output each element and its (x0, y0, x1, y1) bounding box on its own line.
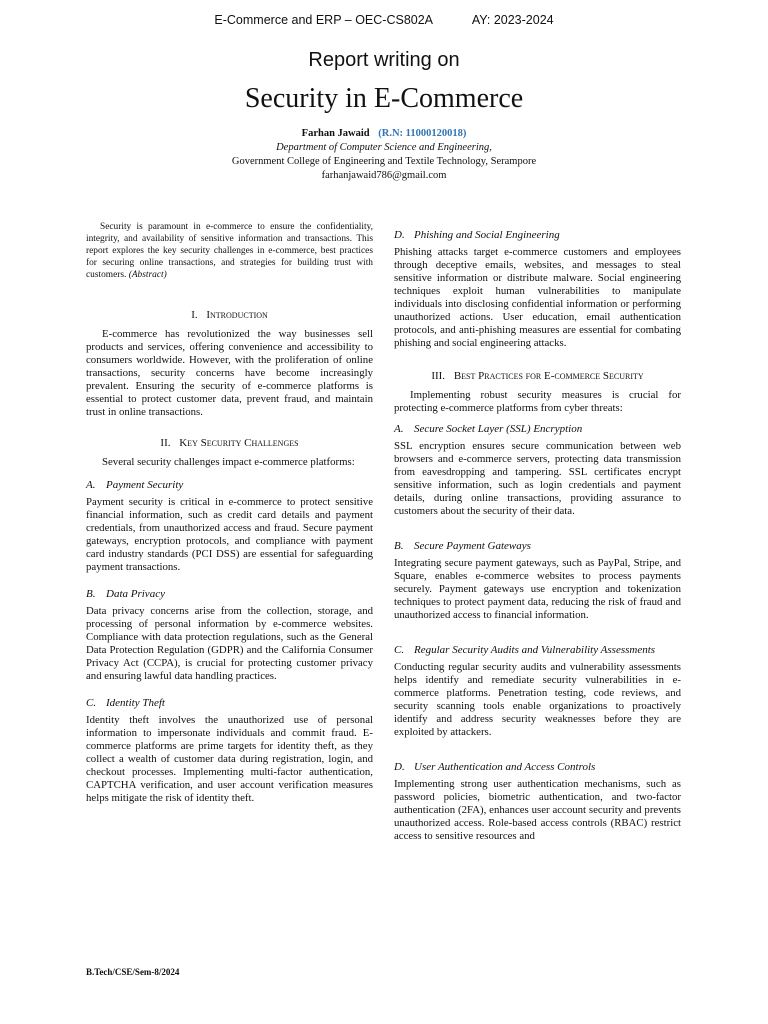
ssl-text: SSL encryption ensures secure communication between web browsers and e-commerce servers, protecting data transmission from eavesdropping and tampering. SSL certificates encrypt sensitive information, such as login credentials and payment details, during online transactions, providing assurance to customers about the security of their data. (394, 440, 681, 517)
college: Government College of Engineering and Textile Technology, Serampore (231, 156, 537, 167)
subsection-heading-data-privacy (86, 588, 373, 601)
section-heading-introduction (86, 309, 373, 322)
author-email: farhanjawaid786@gmail.com (321, 170, 447, 181)
abstract-text: Security is paramount in e-commerce to ensure the confidentiality, integrity, and availability of sensitive information and transactions. This report explores the key security challenges in e-commerce, best practices for securing online transactions, and strategies for building trust with customers. (86, 222, 373, 280)
subsection-heading-phishing (394, 229, 681, 242)
payment-gateways-text: Integrating secure payment gateways, such as PayPal, Stripe, and Square, enables e-commerce websites to process payments securely. Payment gateways use encryption and tokenization techniques to protect payment data, reducing the risk of fraud and unauthorized access to financial information. (394, 557, 681, 621)
subsection-label: D. (394, 761, 405, 773)
subsection-title: Phishing and Social Engineering (414, 229, 560, 241)
subsection-label: B. (86, 588, 96, 600)
section-number: I. (191, 309, 198, 321)
subsection-label: B. (394, 540, 404, 552)
subsection-heading-payment-security (86, 479, 373, 492)
subsection-heading-authentication (394, 761, 681, 774)
section-heading-best-practices (394, 370, 681, 383)
author-block (0, 127, 768, 183)
subsection-label: C. (394, 644, 405, 656)
subsection-heading-ssl (394, 423, 681, 436)
subsection-title: Regular Security Audits and Vulnerability Assessments (414, 644, 656, 656)
subsection-title: Data Privacy (106, 588, 165, 600)
subsection-heading-payment-gateways (394, 540, 681, 553)
running-header (0, 13, 768, 27)
abstract (86, 221, 373, 281)
subsection-label: A. (394, 423, 404, 435)
practices-intro: Implementing robust security measures is crucial for protecting e-commerce platforms from cyber threats: (394, 389, 681, 414)
introduction-text: E-commerce has revolutionized the way businesses sell products and services, offering convenience and accessibility to consumers worldwide. However, with the proliferation of online transactions, security concerns have become increasingly prevalent. Ensuring the security of e-commerce platforms is essential to protect customer data, prevent fraud, and maintain trust in online transactions. (86, 328, 373, 418)
section-number: II. (160, 437, 171, 449)
section-title: Best Practices for E-commerce Security (453, 370, 644, 382)
subsection-label: A. (86, 479, 96, 491)
subsection-title: Secure Payment Gateways (414, 540, 531, 552)
data-privacy-text: Data privacy concerns arise from the collection, storage, and processing of personal information by e-commerce websites. Compliance with data protection regulations, such as the General Data Protection Regulation (GDPR) and the California Consumer Privacy Act (CCPA), is crucial for protecting customer privacy and ensuring lawful data handling practices. (86, 605, 373, 682)
subsection-label: C. (86, 697, 97, 709)
paper-title: Security in E-Commerce (244, 83, 524, 114)
authentication-text: Implementing strong user authentication mechanisms, such as password policies, biometric authentication, and two-factor authentication (2FA), enhances user account security and prevents unauthorized access. Role-based access controls (RBAC) restrict access to sensitive resources and (394, 778, 681, 842)
department: Department of Computer Science and Engineering, (276, 142, 492, 153)
section-title: Introduction (206, 309, 268, 321)
subsection-heading-identity-theft (86, 697, 373, 710)
page-footer: B.Tech/CSE/Sem-8/2024 (86, 967, 180, 977)
security-audits-text: Conducting regular security audits and vulnerability assessments helps identify and remediate security vulnerabilities in e-commerce platforms. Penetration testing, code reviews, and security scanning tools enable organizations to proactively identify and address security weaknesses before they are exploited by attackers. (394, 661, 681, 738)
left-column (86, 221, 373, 805)
course-label: E-Commerce and ERP – OEC-CS802A (214, 13, 433, 27)
subsection-title: Secure Socket Layer (SSL) Encryption (414, 423, 583, 435)
subsection-title: Identity Theft (106, 697, 165, 709)
abstract-tag: (Abstract) (128, 270, 167, 280)
roll-number: (R.N: 11000120018) (378, 128, 467, 139)
section-heading-challenges (86, 437, 373, 450)
subsection-heading-security-audits (394, 644, 681, 657)
academic-year: AY: 2023-2024 (471, 13, 554, 27)
author-name: Farhan Jawaid (301, 128, 370, 139)
subsection-label: D. (394, 229, 405, 241)
identity-theft-text: Identity theft involves the unauthorized use of personal information to impersonate individuals and commit fraud. E-commerce platforms are prime targets for identity theft, as they collect a wealth of customer data during registration, login, and checkout processes. Implementing multi-factor authentication, CAPTCHA verification, and user account verification measures helps mitigate the risk of identity theft. (86, 714, 373, 804)
payment-security-text: Payment security is critical in e-commerce to protect sensitive financial information, such as credit card details and payment credentials, from unauthorized access and fraud. Secure payment gateways, encryption protocols, and compliance with payment card industry standards (PCI DSS) are essential for safeguarding payment transactions. (86, 496, 373, 573)
section-number: III. (431, 370, 446, 382)
phishing-text: Phishing attacks target e-commerce customers and employees through deceptive emails, websites, and messages to steal sensitive information or distribute malware. Social engineering techniques exploit human vulnerabilities to manipulate individuals into disclosing confidential information or performing unauthorized actions. User education, email authentication protocols, and anti-phishing measures are essential for combating phishing and social engineering attacks. (394, 246, 681, 349)
subsection-title: Payment Security (106, 479, 184, 491)
subsection-title: User Authentication and Access Controls (414, 761, 596, 773)
section-title: Key Security Challenges (179, 437, 299, 449)
challenges-intro: Several security challenges impact e-commerce platforms: (102, 456, 355, 468)
report-label: Report writing on (308, 49, 460, 71)
right-column (394, 225, 681, 843)
